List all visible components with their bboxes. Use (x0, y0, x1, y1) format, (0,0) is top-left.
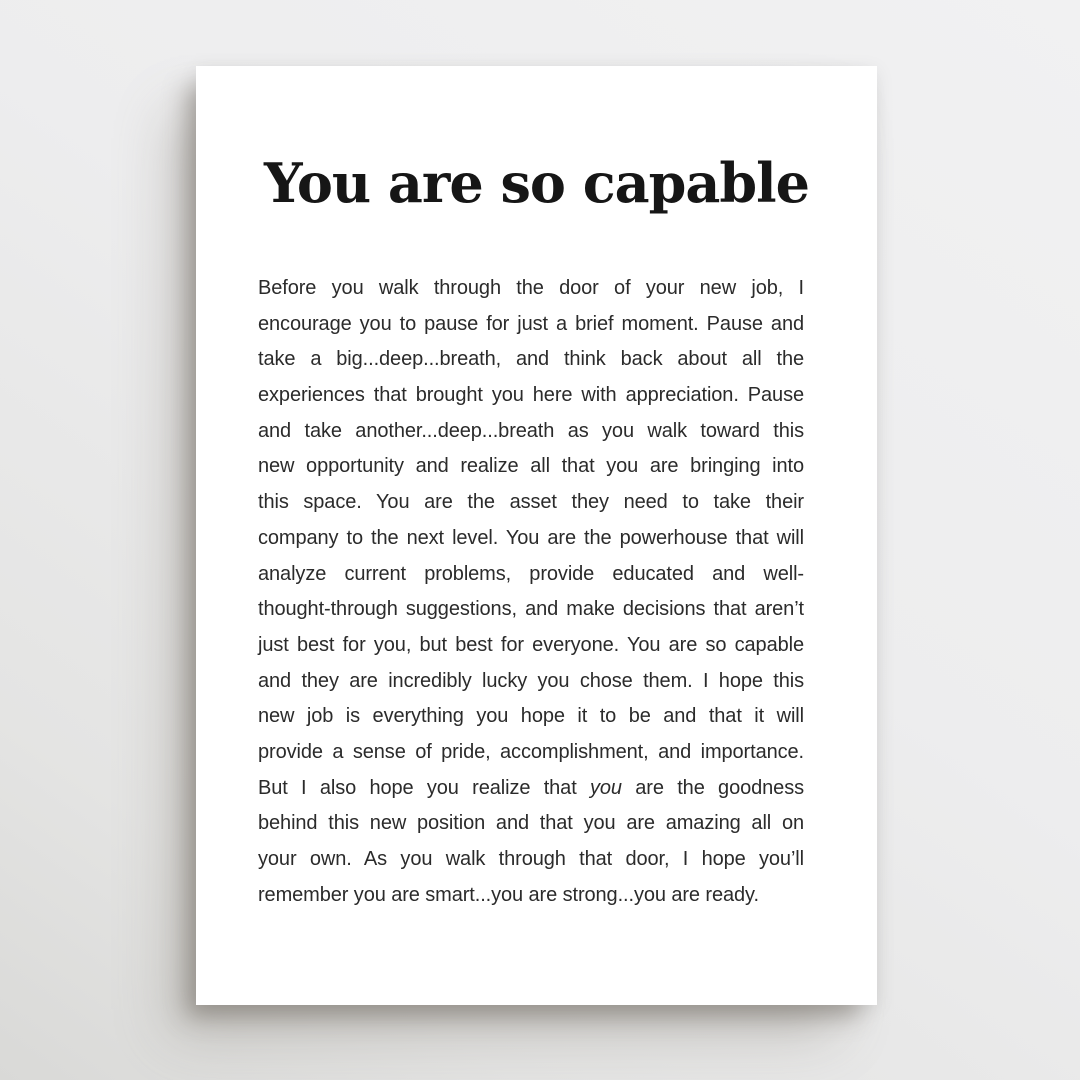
poster-title: You are so capable (264, 151, 809, 215)
body-line: company to the next level. You are the powerhouse that will (258, 526, 804, 549)
body-line: and take another...deep...breath as you walk toward this (258, 419, 804, 442)
body-line: remember you are smart...you are strong...you are ready. (258, 883, 759, 906)
body-line-segment: But I also hope you realize that (258, 776, 590, 799)
body-line: experiences that brought you here with appreciation. Pause (258, 384, 804, 407)
body-line: this space. You are the asset they need to take their (258, 491, 804, 514)
poster-paper (196, 66, 877, 1005)
body-line: your own. As you walk through that door, I hope you’ll (258, 848, 804, 870)
body-line: provide a sense of pride, accomplishment, and importance. (258, 740, 804, 763)
body-line: thought-through suggestions, and make decisions that aren’t (258, 598, 804, 621)
body-line (258, 771, 804, 807)
body-line: new opportunity and realize all that you are bringing into (258, 455, 804, 478)
body-line: just best for you, but best for everyone. You are so capable (258, 633, 804, 656)
poster-body (258, 271, 804, 913)
body-line: and they are incredibly lucky you chose them. I hope this (258, 669, 804, 692)
body-line: encourage you to pause for just a brief moment. Pause and (258, 312, 804, 335)
body-line: behind this new position and that you are amazing all on (258, 812, 804, 835)
body-line: Before you walk through the door of your new job, I (258, 277, 804, 299)
body-line-segment: are the goodness (621, 776, 804, 799)
body-line: new job is everything you hope it to be and that it will (258, 705, 804, 728)
body-line-italic-word: you (590, 776, 622, 799)
body-line: analyze current problems, provide educated and well- (258, 562, 804, 585)
body-line: take a big...deep...breath, and think back about all the (258, 348, 804, 371)
